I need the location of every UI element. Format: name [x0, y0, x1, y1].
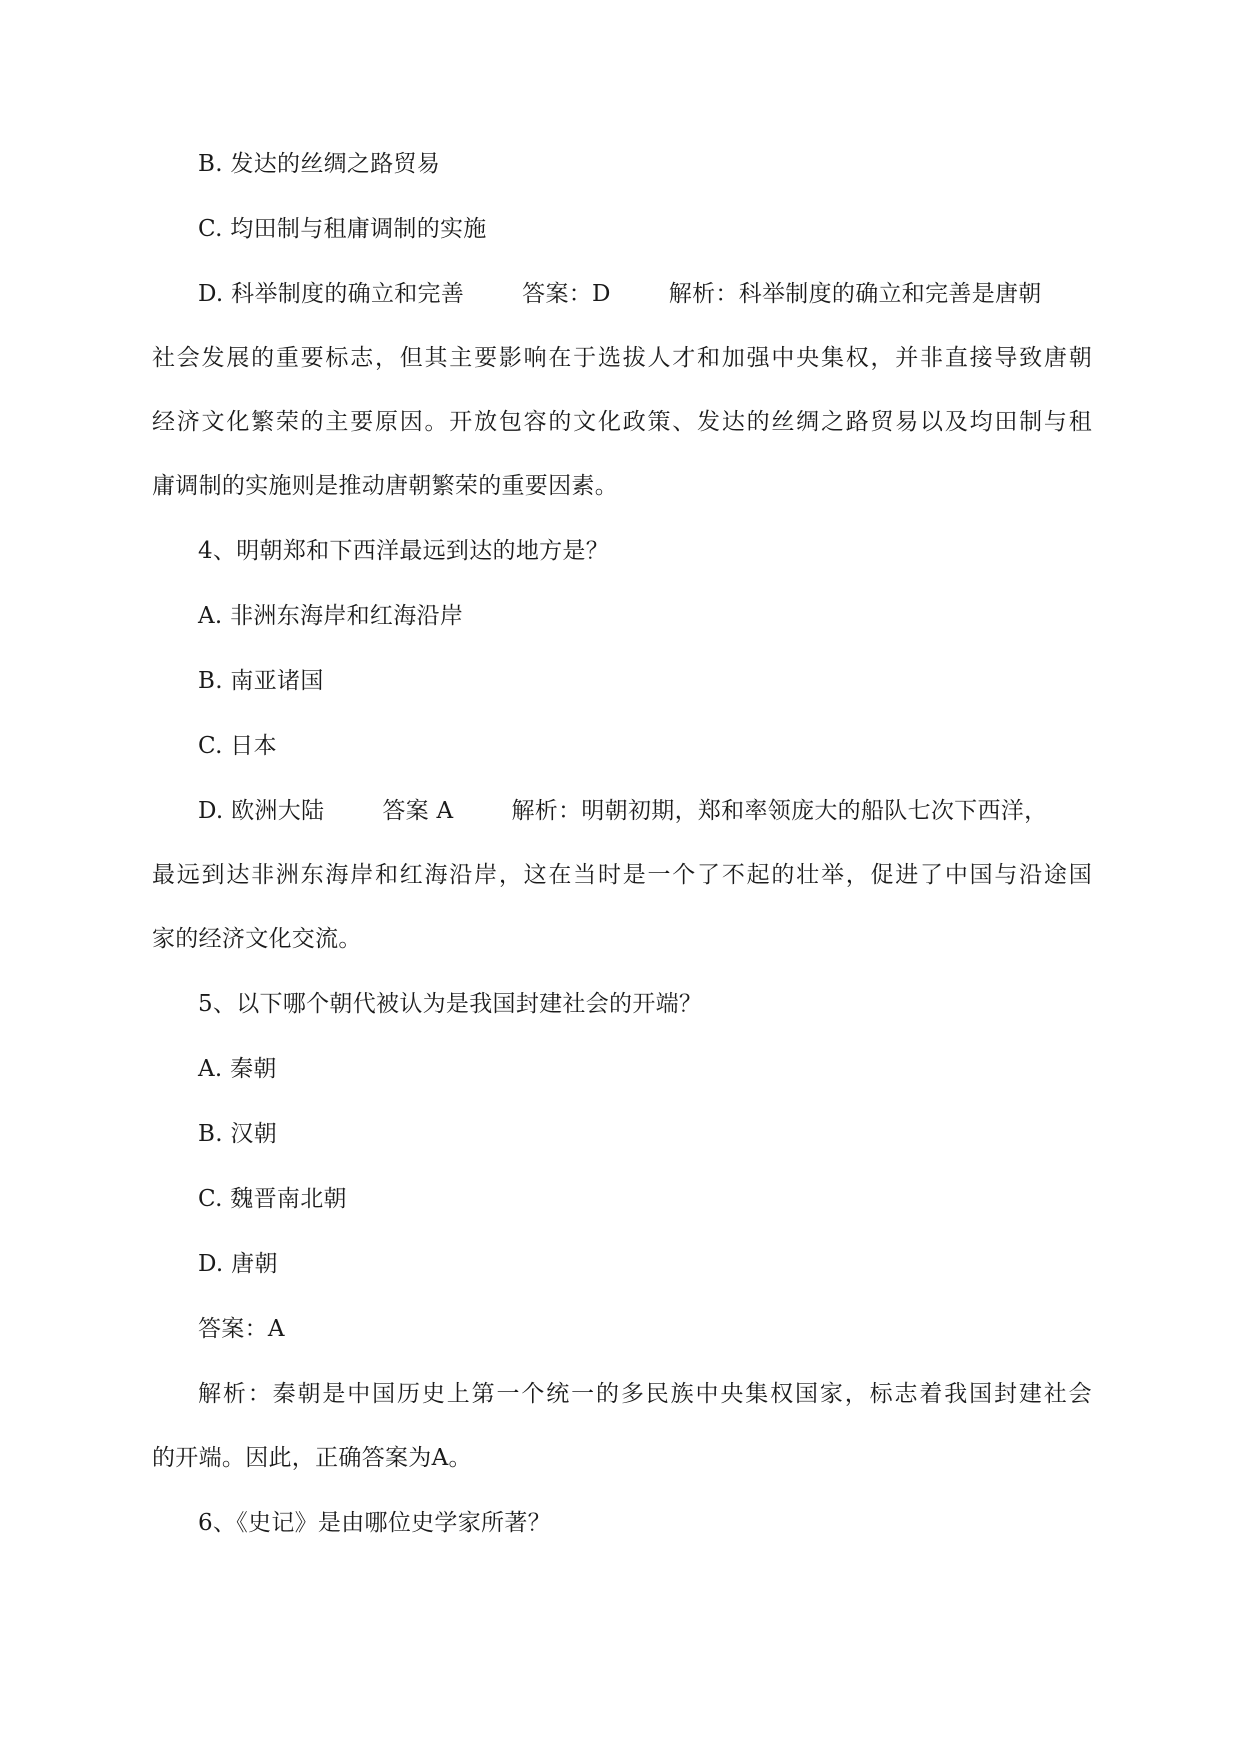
q5-answer: 答案：A	[198, 1316, 285, 1342]
q5-explanation-line-1: 解析：秦朝是中国历史上第一个统一的多民族中央集权国家，标志着我国封建社会	[198, 1381, 1092, 1407]
q3-explanation-label: 解析：	[668, 281, 739, 307]
q4-option-d: D. 欧洲大陆	[198, 798, 325, 824]
q3-answer: 答案：D	[522, 281, 611, 307]
q5-option-c: C. 魏晋南北朝	[198, 1186, 347, 1212]
q3-option-b: B. 发达的丝绸之路贸易	[198, 151, 441, 177]
q5-option-d: D. 唐朝	[198, 1251, 278, 1277]
q4-explanation-line-3: 家的经济文化交流。	[152, 926, 362, 952]
q5-explanation-line-2: 的开端。因此，正确答案为A。	[152, 1445, 472, 1471]
q3-option-d: D. 科举制度的确立和完善	[198, 281, 465, 307]
q4-option-d-line	[198, 795, 1092, 827]
q3-explanation-line-2: 社会发展的重要标志，但其主要影响在于选拔人才和加强中央集权，并非直接导致唐朝	[152, 345, 1092, 371]
q4-answer: 答案 A	[382, 798, 454, 824]
q4-option-b: B. 南亚诸国	[198, 668, 324, 694]
q3-option-d-line	[198, 278, 1092, 310]
q5-option-b: B. 汉朝	[198, 1121, 278, 1147]
q5-question: 5、以下哪个朝代被认为是我国封建社会的开端？	[198, 991, 703, 1017]
q4-explanation-line-1: 明朝初期，郑和率领庞大的船队七次下西洋，	[581, 798, 1048, 824]
q4-option-a: A. 非洲东海岸和红海沿岸	[198, 603, 464, 629]
q3-explanation-line-3: 经济文化繁荣的主要原因。开放包容的文化政策、发达的丝绸之路贸易以及均田制与租	[152, 409, 1092, 435]
q4-explanation-line-2: 最远到达非洲东海岸和红海沿岸，这在当时是一个了不起的壮举，促进了中国与沿途国	[152, 862, 1092, 888]
q3-option-c: C. 均田制与租庸调制的实施	[198, 216, 487, 242]
q5-option-a: A. 秦朝	[198, 1056, 277, 1082]
q3-explanation-line-1: 科举制度的确立和完善是唐朝	[738, 281, 1042, 307]
q4-option-c: C. 日本	[198, 733, 277, 759]
q4-explanation-label: 解析：	[511, 798, 582, 824]
q3-explanation-line-4: 庸调制的实施则是推动唐朝繁荣的重要因素。	[152, 473, 618, 499]
q4-question: 4、明朝郑和下西洋最远到达的地方是？	[198, 538, 610, 564]
q6-question: 6、《史记》是由哪位史学家所著？	[198, 1510, 551, 1536]
